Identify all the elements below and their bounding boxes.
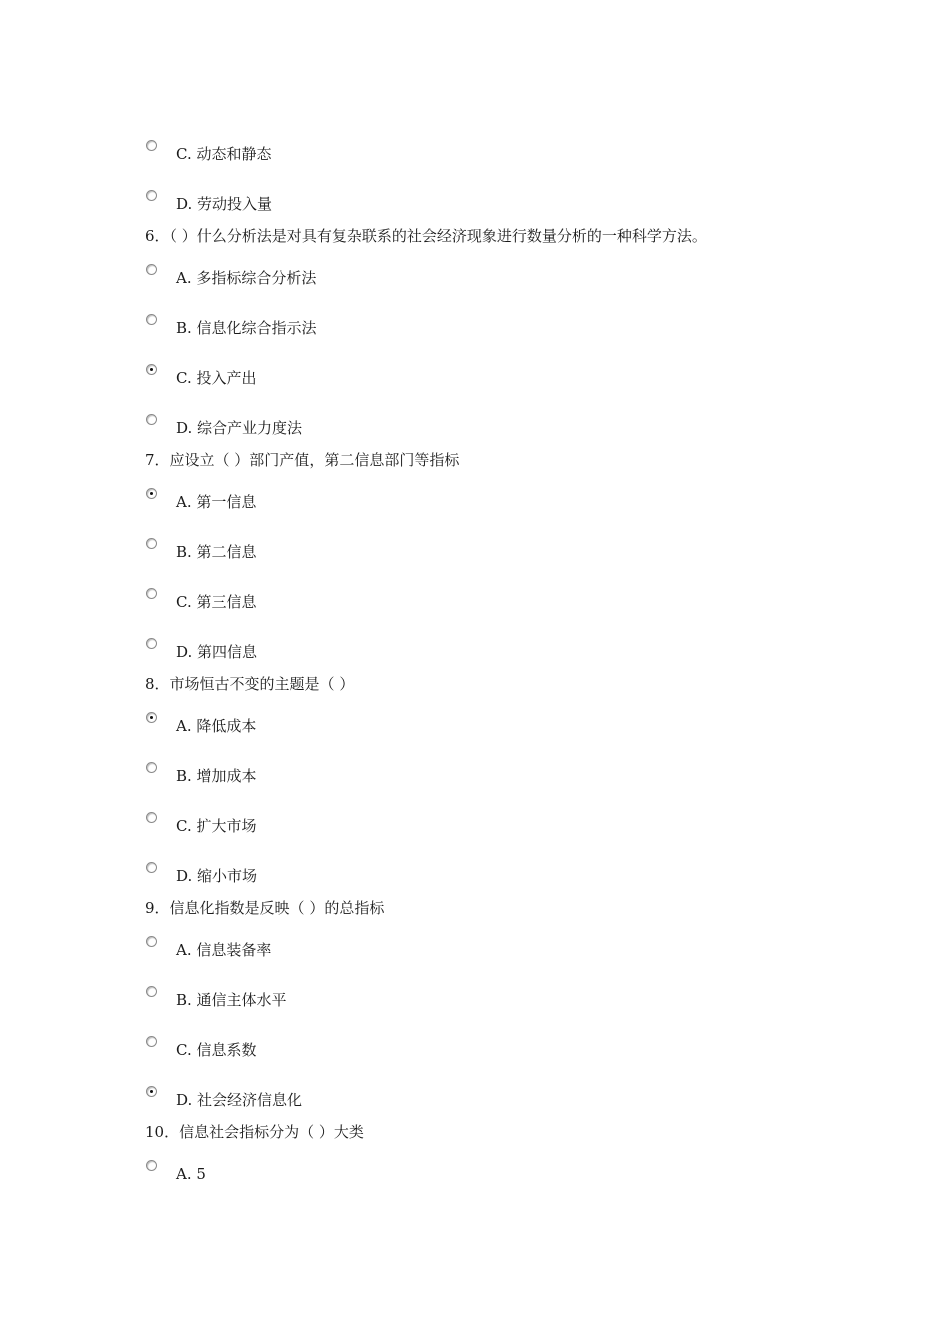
- radio-q6-b[interactable]: [146, 314, 157, 325]
- radio-q9-a[interactable]: [146, 936, 157, 947]
- question-10-text: 10．信息社会指标分为（ ）大类: [145, 1123, 364, 1141]
- option-label-q5-d: D. 劳动投入量: [176, 195, 273, 213]
- option-label-q6-a: A. 多指标综合分析法: [176, 269, 317, 287]
- question-7-text: 7．应设立（ ）部门产值，第二信息部门等指标: [145, 451, 460, 469]
- option-label-q10-a: A. 5: [176, 1165, 206, 1183]
- radio-q8-d[interactable]: [146, 862, 157, 873]
- option-label-q5-c: C. 动态和静态: [176, 145, 272, 163]
- radio-q7-a[interactable]: [146, 488, 157, 499]
- radio-q8-b[interactable]: [146, 762, 157, 773]
- option-label-q6-b: B. 信息化综合指示法: [176, 319, 317, 337]
- option-label-q9-a: A. 信息装备率: [176, 941, 272, 959]
- radio-q6-a[interactable]: [146, 264, 157, 275]
- radio-q6-d[interactable]: [146, 414, 157, 425]
- question-9-text: 9．信息化指数是反映（ ）的总指标: [145, 899, 385, 917]
- radio-q5-d[interactable]: [146, 190, 157, 201]
- radio-q6-c[interactable]: [146, 364, 157, 375]
- option-label-q7-c: C. 第三信息: [176, 593, 257, 611]
- option-label-q8-c: C. 扩大市场: [176, 817, 257, 835]
- radio-q10-a[interactable]: [146, 1160, 157, 1171]
- question-6-text: 6．（ ）什么分析法是对具有复杂联系的社会经济现象进行数量分析的一种科学方法。: [145, 227, 707, 245]
- option-label-q6-c: C. 投入产出: [176, 369, 257, 387]
- radio-q7-b[interactable]: [146, 538, 157, 549]
- option-label-q8-a: A. 降低成本: [176, 717, 257, 735]
- radio-q8-a[interactable]: [146, 712, 157, 723]
- radio-q7-c[interactable]: [146, 588, 157, 599]
- option-label-q9-c: C. 信息系数: [176, 1041, 257, 1059]
- radio-q9-b[interactable]: [146, 986, 157, 997]
- radio-q9-c[interactable]: [146, 1036, 157, 1047]
- radio-q9-d[interactable]: [146, 1086, 157, 1097]
- option-label-q7-b: B. 第二信息: [176, 543, 257, 561]
- radio-q8-c[interactable]: [146, 812, 157, 823]
- option-label-q9-d: D. 社会经济信息化: [176, 1091, 303, 1109]
- radio-q7-d[interactable]: [146, 638, 157, 649]
- question-8-text: 8．市场恒古不变的主题是（ ）: [145, 675, 355, 693]
- radio-q5-c[interactable]: [146, 140, 157, 151]
- option-label-q9-b: B. 通信主体水平: [176, 991, 287, 1009]
- option-label-q7-d: D. 第四信息: [176, 643, 258, 661]
- option-label-q6-d: D. 综合产业力度法: [176, 419, 303, 437]
- option-label-q8-b: B. 增加成本: [176, 767, 257, 785]
- option-label-q8-d: D. 缩小市场: [176, 867, 258, 885]
- option-label-q7-a: A. 第一信息: [176, 493, 257, 511]
